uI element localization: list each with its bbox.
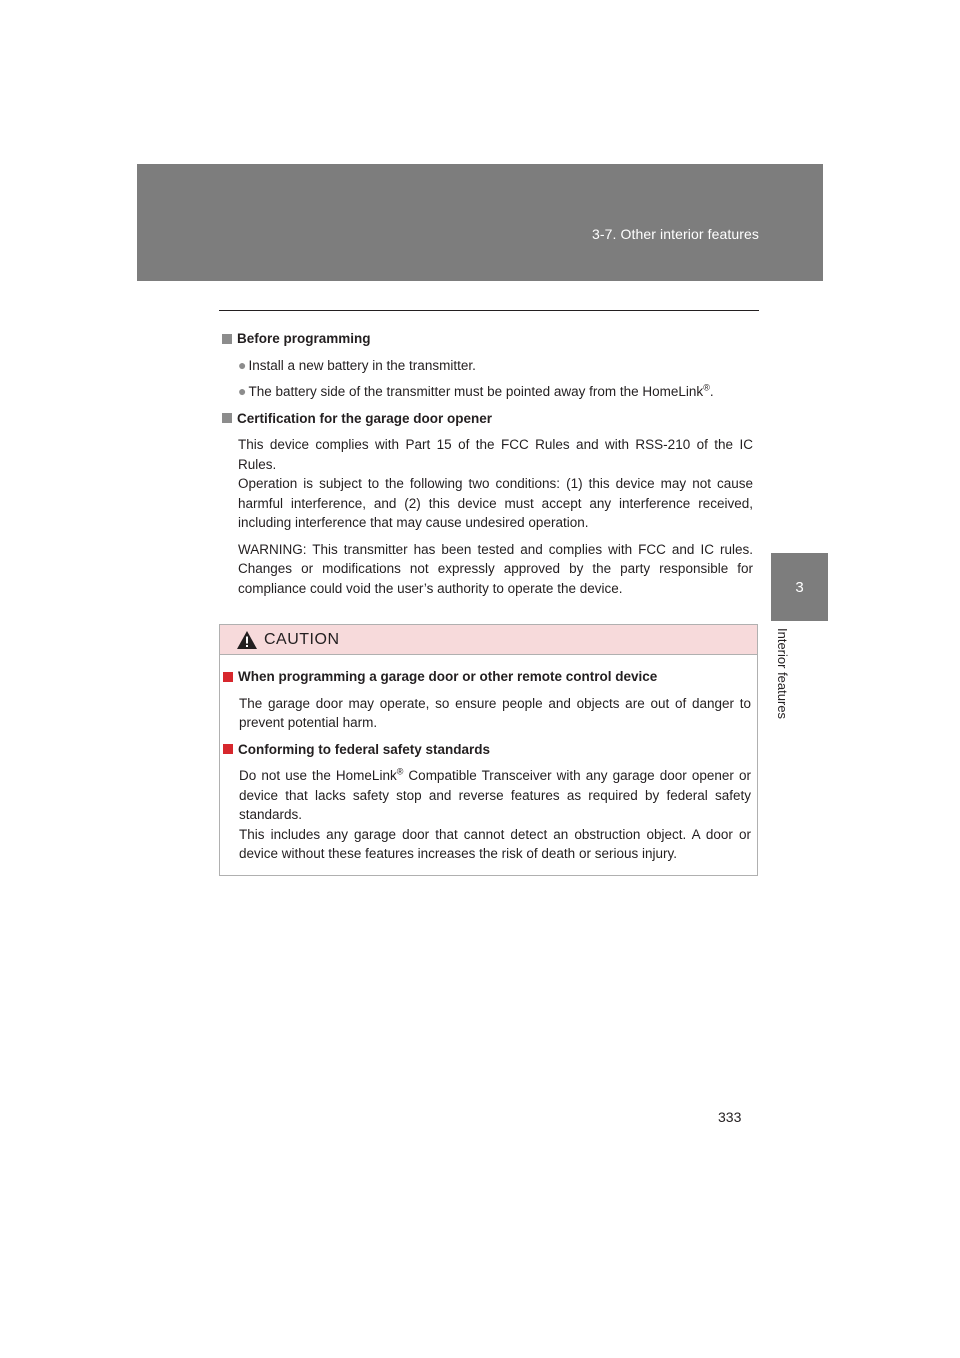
caution-heading bbox=[223, 667, 751, 687]
main-content bbox=[222, 329, 753, 605]
section-heading bbox=[222, 329, 753, 349]
chapter-title: Interior features bbox=[775, 628, 790, 720]
square-bullet-icon bbox=[222, 413, 232, 423]
heading-text: Before programming bbox=[237, 331, 371, 346]
heading-text: Certification for the garage door opener bbox=[237, 410, 493, 426]
heading-text: Conforming to federal safety standards bbox=[238, 741, 491, 757]
list-item bbox=[238, 356, 753, 376]
section-title: 3-7. Other interior features bbox=[592, 226, 759, 242]
square-bullet-icon bbox=[222, 334, 232, 344]
circle-bullet-icon: ● bbox=[238, 383, 247, 399]
registered-mark: ® bbox=[396, 766, 404, 777]
list-item bbox=[238, 382, 753, 402]
square-bullet-icon bbox=[223, 672, 233, 682]
divider bbox=[219, 310, 759, 311]
circle-bullet-icon: ● bbox=[238, 356, 247, 373]
list-item-text: Install a new battery in the transmitter. bbox=[248, 357, 476, 373]
caution-body bbox=[220, 655, 757, 864]
warning-triangle-icon bbox=[236, 630, 258, 650]
paragraph bbox=[239, 766, 751, 825]
paragraph: WARNING: This transmitter has been tested and complies with FCC and IC rules. Changes or modifications not expressly approved by the party responsible for compliance could void the user’s authority to operate the device. bbox=[238, 541, 753, 596]
paragraph: The garage door may operate, so ensure people and objects are out of danger to prevent potential harm. bbox=[239, 695, 751, 730]
caution-header bbox=[220, 625, 757, 655]
list-item-text bbox=[248, 382, 713, 402]
paragraph: This includes any garage door that cannot detect an obstruction object. A door or device without these features increases the risk of death or serious injury. bbox=[239, 826, 751, 861]
section-heading bbox=[222, 409, 753, 429]
text: The battery side of the transmitter must be pointed away from the HomeLink bbox=[248, 384, 704, 399]
caution-box bbox=[219, 624, 758, 876]
page-number: 333 bbox=[718, 1109, 742, 1125]
paragraph: This device complies with Part 15 of the FCC Rules and with RSS-210 of the IC Rules. bbox=[238, 437, 753, 472]
header-band bbox=[137, 164, 823, 281]
text: Do not use the HomeLink bbox=[239, 768, 397, 783]
caution-heading bbox=[223, 740, 751, 760]
text: . bbox=[709, 384, 714, 399]
paragraph: Operation is subject to the following two conditions: (1) this device may not cause harmful interference, and (2) this device must accept any interference received, including interference that may cause undesired operation. bbox=[238, 476, 753, 530]
square-bullet-icon bbox=[223, 744, 233, 754]
chapter-tab: 3 bbox=[771, 553, 828, 621]
registered-mark: ® bbox=[703, 382, 710, 393]
heading-text: When programming a garage door or other remote control device bbox=[238, 669, 658, 684]
text: Compatible Transceiver with any garage door opener or device that lacks safety stop and reverse features as required by federal safety standards. bbox=[239, 768, 751, 822]
caution-title: CAUTION bbox=[264, 630, 340, 648]
